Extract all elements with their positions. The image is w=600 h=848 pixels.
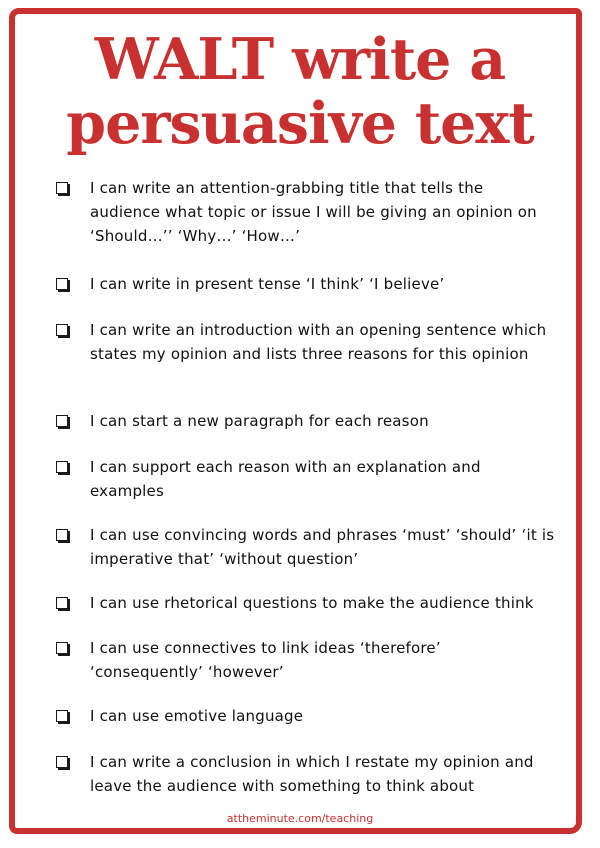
checklist-item-text: I can support each reason with an explanation and examples: [90, 458, 481, 500]
checklist-item-text: I can write an attention-grabbing title that tells the audience what topic or issue I will be giving an opinion on ‘Should…’’ ‘Why…’ ‘How…’: [90, 179, 537, 245]
checklist-item-text: I can write in present tense ‘I think’ ‘I believe’: [90, 275, 445, 293]
checkbox-icon[interactable]: [56, 182, 68, 194]
checklist-item: [56, 455, 556, 503]
checkbox-icon[interactable]: [56, 642, 68, 654]
checklist-item-text: I can use convincing words and phrases ‘must’ ‘should’ ‘it is imperative that’ ‘without question’: [90, 526, 555, 568]
checklist-item-text: I can use connectives to link ideas ‘therefore’ ‘consequently’ ‘however’: [90, 639, 441, 681]
checklist-item: [56, 318, 556, 366]
title-line-2: persuasive text: [66, 90, 534, 157]
checklist-item-text: I can write an introduction with an opening sentence which states my opinion and lists three reasons for this opinion: [90, 321, 547, 363]
checkbox-icon[interactable]: [56, 461, 68, 473]
checklist-item-text: I can start a new paragraph for each reason: [90, 412, 429, 430]
checkbox-icon[interactable]: [56, 324, 68, 336]
checklist-item: [56, 704, 556, 728]
checklist-item: [56, 523, 556, 571]
footer-url: attheminute.com/teaching: [226, 812, 374, 825]
checklist-item-text: I can write a conclusion in which I restate my opinion and leave the audience with something to think about: [90, 753, 534, 795]
checkbox-icon[interactable]: [56, 756, 68, 768]
checkbox-icon[interactable]: [56, 415, 68, 427]
checklist-item: [56, 591, 556, 615]
checklist-item: [56, 272, 556, 296]
checkbox-icon[interactable]: [56, 278, 68, 290]
checklist-item: [56, 176, 556, 248]
title-line-1: WALT write a: [94, 26, 506, 93]
checklist-item: [56, 750, 556, 798]
checklist-item-text: I can use rhetorical questions to make the audience think: [90, 594, 534, 612]
checklist-item: [56, 636, 556, 684]
page-title: [20, 28, 580, 156]
checklist-item-text: I can use emotive language: [90, 707, 304, 725]
checkbox-icon[interactable]: [56, 597, 68, 609]
checkbox-icon[interactable]: [56, 529, 68, 541]
checkbox-icon[interactable]: [56, 710, 68, 722]
checklist-item: [56, 409, 556, 433]
